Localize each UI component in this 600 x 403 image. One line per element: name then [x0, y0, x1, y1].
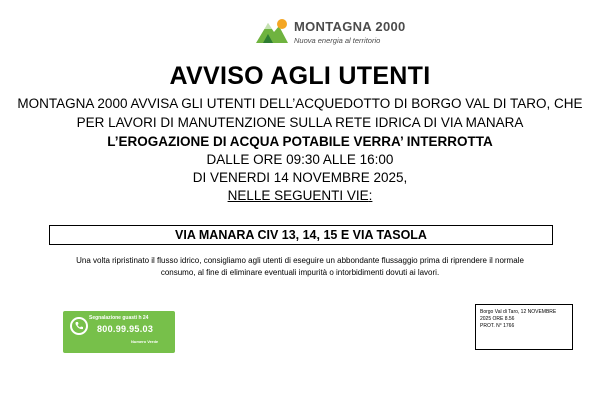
streets-intro-colon: : [368, 188, 373, 203]
hotline-number: 800.99.95.03 [97, 324, 154, 334]
notice-line-1: MONTAGNA 2000 AVVISA GLI UTENTI DELL’ACQUEDOTTO DI BORGO VAL DI TARO, CHE [17, 96, 583, 111]
notice-title: AVVISO AGLI UTENTI [169, 62, 431, 90]
mountain-logo-icon [255, 17, 289, 45]
hotline-brand: Numero Verde [131, 339, 159, 344]
interruption-date: DI VENERDI 14 NOVEMBRE 2025, [192, 170, 408, 185]
flushing-advice-line-2: consumo, al fine di eliminare eventuali impurità o intorbidimenti dovuti ai lavori. [160, 268, 440, 277]
logo-tagline: Nuova energia al territorio [294, 36, 381, 45]
affected-streets-box: VIA MANARA CIV 13, 14, 15 E VIA TASOLA [49, 225, 553, 245]
protocol-number: PROT. N° 1766 [480, 323, 515, 329]
company-logo [255, 15, 406, 47]
protocol-place-date: Borgo Val di Taro, 12 NOVEMBRE [480, 309, 557, 315]
protocol-time: 2025 ORE 8.56 [480, 316, 515, 322]
interruption-headline: L’EROGAZIONE DI ACQUA POTABILE VERRA’ INTERROTTA [107, 134, 493, 149]
toll-free-hotline-badge [63, 311, 175, 353]
protocol-box [475, 304, 573, 350]
flushing-advice-line-1: Una volta ripristinato il flusso idrico, consigliamo agli utenti di eseguire un abbondante flussaggio prima di riprendere il normale [76, 256, 524, 265]
logo-name: MONTAGNA 2000 [294, 19, 406, 34]
interruption-hours: DALLE ORE 09:30 ALLE 16:00 [206, 152, 394, 167]
phone-icon [70, 317, 88, 335]
notice-line-2: PER LAVORI DI MANUTENZIONE SULLA RETE IDRICA DI VIA MANARA [76, 115, 524, 130]
flushing-advice [60, 255, 540, 279]
streets-intro-text: NELLE SEGUENTI VIE [227, 188, 369, 203]
hotline-label: Segnalazione guasti h 24 [89, 315, 149, 321]
streets-intro [0, 188, 600, 203]
